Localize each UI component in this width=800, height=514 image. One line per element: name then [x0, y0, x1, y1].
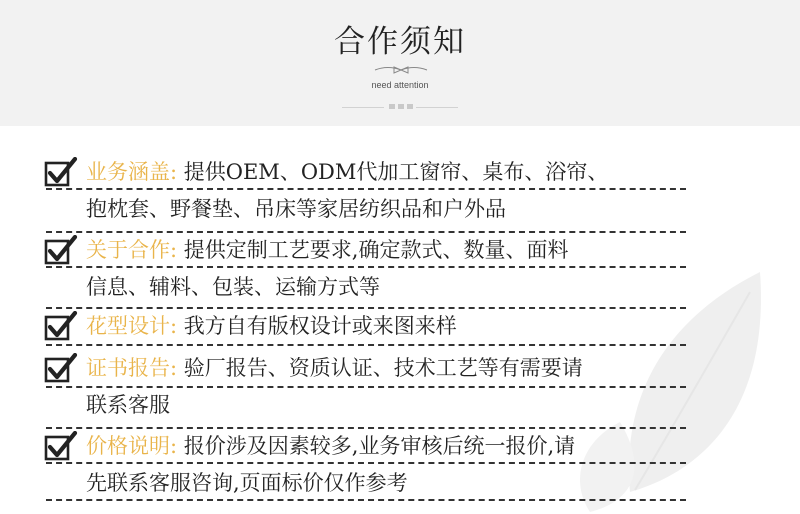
divider-right: [416, 107, 458, 108]
notice-label: 证书报告:: [86, 356, 178, 380]
notice-text: 提供OEM、ODM代加工窗帘、桌布、浴帘、: [183, 160, 609, 184]
notice-label: 价格说明:: [86, 434, 178, 458]
notice-text-cont: 信息、辅料、包装、运输方式等: [86, 275, 380, 299]
dashed-rule: [46, 231, 686, 233]
notice-text: 验厂报告、资质认证、技术工艺等有需要请: [183, 356, 583, 380]
divider-dot: [389, 104, 395, 109]
notice-label: 关于合作:: [86, 238, 178, 262]
divider-dot: [407, 104, 413, 109]
notice-line: [86, 388, 170, 426]
bow-ornament-icon: [374, 64, 428, 76]
dashed-rule: [46, 266, 686, 268]
notice-line: [86, 351, 583, 389]
divider-left: [342, 107, 384, 108]
leaf-watermark-icon: [560, 262, 800, 514]
notice-line: [86, 309, 457, 347]
notice-text: 提供定制工艺要求,确定款式、数量、面料: [183, 238, 569, 262]
notice-line: [86, 270, 380, 308]
checkbox-checked-icon: [44, 431, 78, 463]
checkbox-checked-icon: [44, 353, 78, 385]
dashed-rule: [46, 462, 686, 464]
dashed-rule: [46, 499, 686, 501]
dashed-rule: [46, 427, 686, 429]
notice-label: 花型设计:: [86, 314, 178, 338]
notice-text-cont: 抱枕套、野餐垫、吊床等家居纺织品和户外品: [86, 197, 506, 221]
page-subtitle: need attention: [371, 80, 429, 90]
notice-text-cont: 先联系客服咨询,页面标价仅作参考: [86, 471, 408, 495]
checkbox-checked-icon: [44, 157, 78, 189]
dashed-rule: [46, 188, 686, 190]
notice-text-cont: 联系客服: [86, 393, 170, 417]
header-banner: [0, 0, 800, 126]
dashed-rule: [46, 307, 686, 309]
notice-line: [86, 192, 506, 230]
checkbox-checked-icon: [44, 235, 78, 267]
notice-text: 报价涉及因素较多,业务审核后统一报价,请: [183, 434, 576, 458]
notice-label: 业务涵盖:: [86, 160, 178, 184]
dashed-rule: [46, 344, 686, 346]
divider-dot: [398, 104, 404, 109]
checkbox-checked-icon: [44, 311, 78, 343]
page-title: 合作须知: [334, 24, 466, 60]
notice-text: 我方自有版权设计或来图来样: [183, 314, 457, 338]
